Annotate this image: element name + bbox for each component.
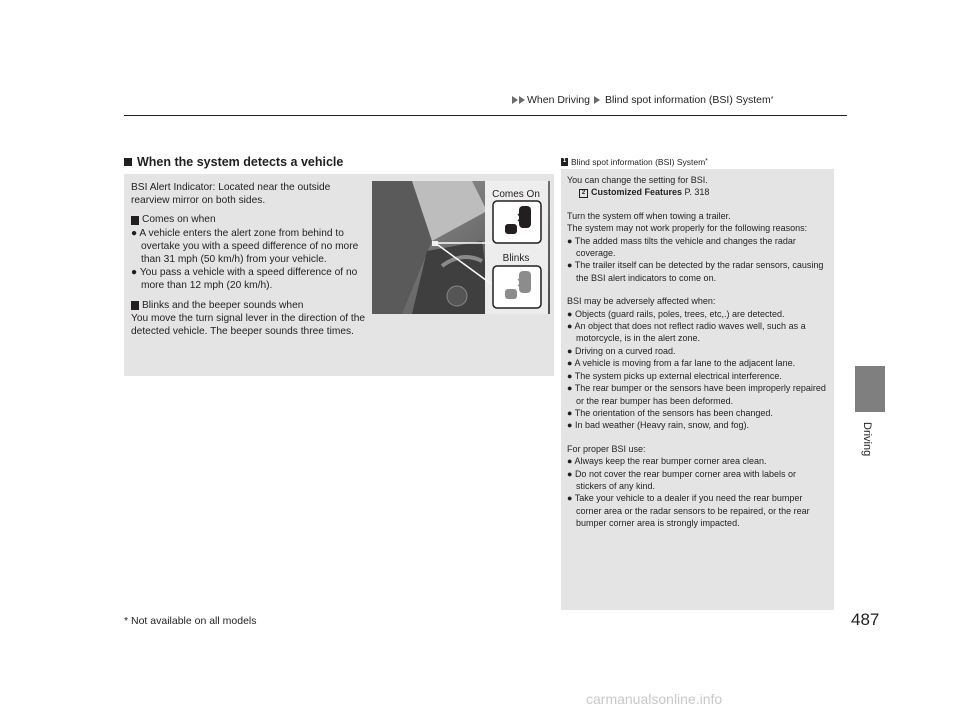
list-item: ● Take your vehicle to a dealer if you need the rear bumper corner area or the radar sensors to be repaired, or the rear bumper corner area is strongly impacted. [567,493,810,529]
square-bullet-icon [131,216,139,225]
note-paragraph: Turn the system off when towing a trailer. [567,210,731,221]
section-heading [124,155,343,169]
breadcrumb-arrow-icon [512,96,518,104]
label-blinks: Blinks [502,253,530,264]
xref-arrow-icon: 2 [579,189,588,198]
square-bullet-icon [131,301,139,310]
list-item: ● Driving on a curved road. [567,345,676,356]
list-item: ● Objects (guard rails, poles, trees, etc,.) are detected. [567,308,785,319]
chapter-label: Driving [861,422,873,457]
section-heading-text: When the system detects a vehicle [137,155,344,169]
panel-intro: BSI Alert Indicator: Located near the outside rearview mirror on both sides. [131,182,331,207]
list-item: ● The trailer itself can be detected by the radar sensors, causing the BSI alert indicators to come on. [567,260,824,283]
breadcrumb-arrow-icon [594,96,600,104]
chapter-tab[interactable] [855,366,885,412]
list-item: ● The rear bumper or the sensors have been improperly repaired or the rear bumper has been deformed. [567,383,826,406]
note-paragraph: For proper BSI use: [567,443,646,454]
breadcrumb-item-bsi[interactable]: Blind spot information (BSI) System [605,94,771,106]
list-item: ● A vehicle enters the alert zone from behind to overtake you with a speed difference of no more than 31 mph (50 km/h) from your vehicle. [131,227,359,266]
list-item: ● In bad weather (Heavy rain, snow, and fog). [567,420,750,431]
indicator-blink-box [493,266,541,308]
notes-text [567,174,829,530]
header-divider [124,115,847,116]
breadcrumb-item-when-driving[interactable]: When Driving [527,94,591,106]
indicator-on-box [493,201,541,243]
list-item: ● You pass a vehicle with a speed difference of no more than 12 mph (20 km/h). [131,267,358,292]
list-item: ● The added mass tilts the vehicle and changes the radar coverage. [567,235,796,259]
list-item: ● The orientation of the sensors has been changed. [567,407,773,418]
list-item: ● Always keep the rear bumper corner area clean. [567,456,767,467]
panel-blinks-text: You move the turn signal lever in the direction of the detected vehicle. The beeper sounds three times. [131,312,366,338]
breadcrumb: When Driving Blind spot information (BSI) System * [512,94,774,106]
footnote: * Not available on all models [124,615,257,627]
list-item: ● A vehicle is moving from a far lane to the adjacent lane. [567,358,796,369]
breadcrumb-arrow-icon [519,96,525,104]
list-item: ● An object that does not reflect radio waves well, such as a motorcycle, is in the alert zone. [567,321,806,344]
note-paragraph: The system may not work properly for the following reasons: [567,223,808,234]
subheading-comes-on: Comes on when [131,213,366,226]
note-paragraph: You can change the setting for BSI. [567,175,708,185]
label-comes-on: Comes On [492,189,540,200]
note-paragraph: BSI may be adversely affected when: [567,296,716,307]
notes-title: 1 Blind spot information (BSI) System * [562,156,708,167]
list-item: ● Do not cover the rear bumper corner area with labels or stickers of any kind. [567,468,797,491]
subheading-blinks: Blinks and the beeper sounds when [131,299,366,312]
watermark: carmanualsonline.info [586,691,723,707]
xref-link[interactable]: 2 Customized Features P. 318 [567,186,829,198]
bsi-indicator-photo [372,181,550,314]
square-bullet-icon [124,158,132,166]
page-number: 487 [851,610,880,629]
list-item: ● The system picks up external electrical interference. [567,370,782,381]
note-marker-icon: 1 [562,157,567,164]
panel-text [131,181,366,338]
